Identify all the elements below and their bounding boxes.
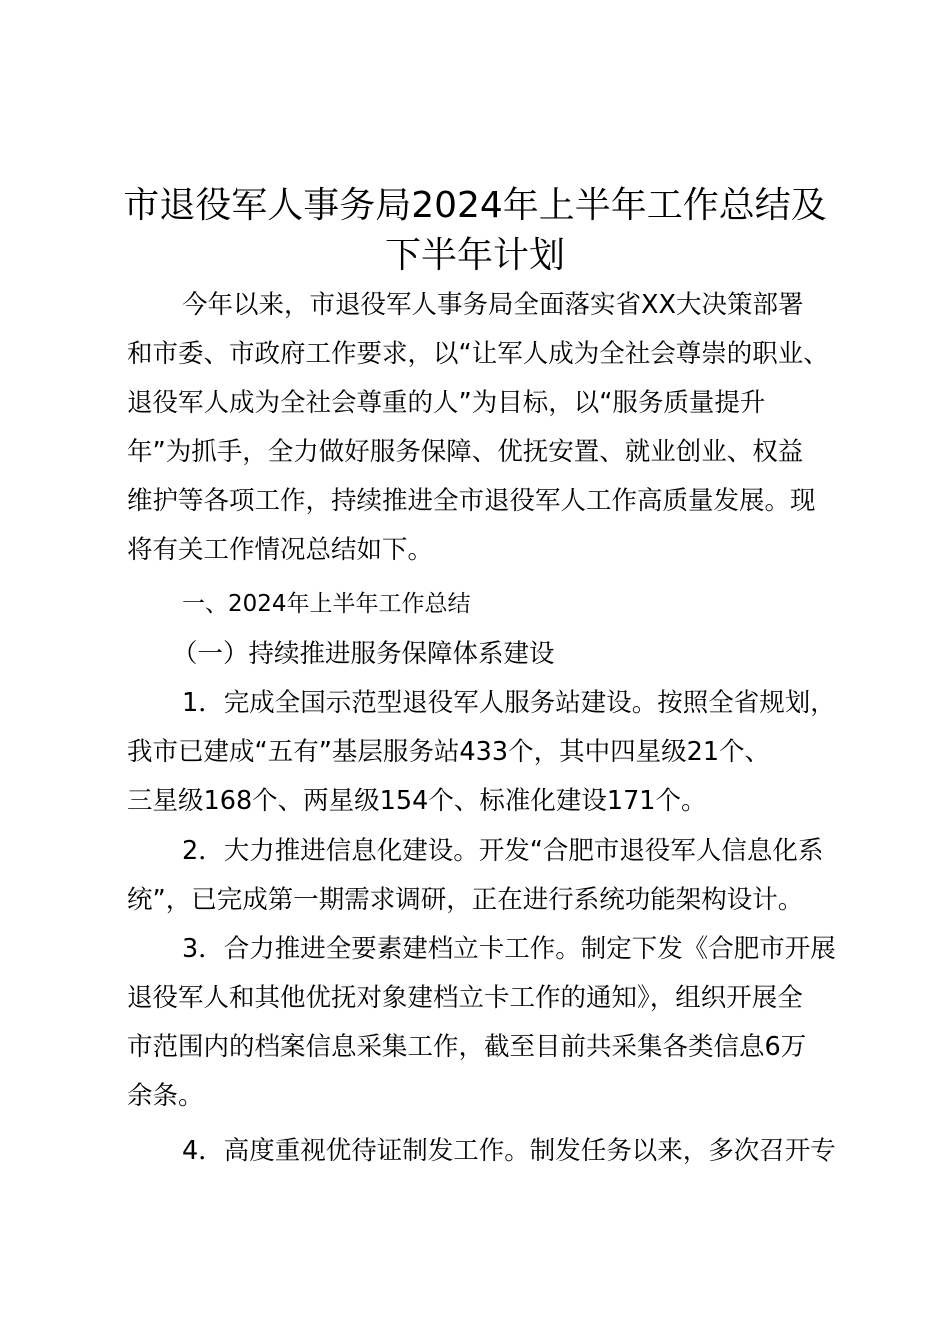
section-heading: 一、2024年上半年工作总结 — [182, 591, 471, 617]
paragraph-line: 2．大力推进信息化建设。开发“合肥市退役军人信息化系 — [182, 836, 824, 866]
document-title-line-2: 下半年计划 — [384, 235, 565, 276]
paragraph-line: 今年以来，市退役军人事务局全面落实省XX大决策部署 — [182, 290, 804, 320]
paragraph-line: 年”为抓手，全力做好服务保障、优抚安置、就业创业、权益 — [127, 437, 804, 467]
document-title-line-1: 市退役军人事务局2024年上半年工作总结及 — [123, 185, 827, 226]
paragraph-line: 退役军人成为全社会尊重的人”为目标，以“服务质量提升 — [127, 388, 766, 418]
paragraph-line: 统”，已完成第一期需求调研，正在进行系统功能架构设计。 — [127, 885, 804, 915]
paragraph-line: 余条。 — [127, 1081, 204, 1111]
paragraph-line: 1．完成全国示范型退役军人服务站建设。按照全省规划， — [182, 688, 836, 718]
paragraph-line: 和市委、市政府工作要求，以“让军人成为全社会尊崇的职业、 — [127, 339, 829, 369]
paragraph-line: 我市已建成“五有”基层服务站433个，其中四星级21个、 — [127, 737, 771, 767]
paragraph-line: 3．合力推进全要素建档立卡工作。制定下发《合肥市开展 — [182, 934, 836, 964]
paragraph-line: 将有关工作情况总结如下。 — [127, 535, 434, 565]
paragraph-line: 退役军人和其他优抚对象建档立卡工作的通知》，组织开展全 — [127, 983, 803, 1013]
paragraph-line: 维护等各项工作，持续推进全市退役军人工作高质量发展。现 — [127, 486, 816, 516]
subsection-heading: （一）持续推进服务保障体系建设 — [172, 639, 555, 669]
paragraph-line: 三星级168个、两星级154个、标准化建设171个。 — [127, 786, 707, 816]
paragraph-line: 4．高度重视优待证制发工作。制发任务以来，多次召开专 — [182, 1136, 836, 1166]
paragraph-line: 市范围内的档案信息采集工作，截至目前共采集各类信息6万 — [127, 1032, 807, 1062]
